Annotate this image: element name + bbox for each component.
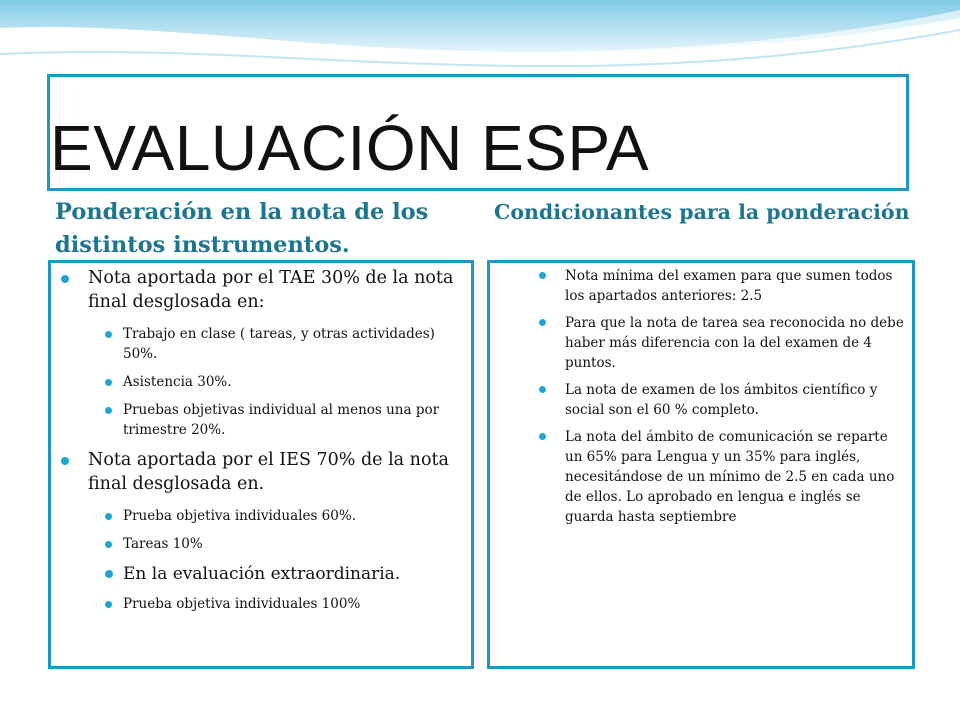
list-item bbox=[123, 506, 473, 526]
list-item bbox=[88, 448, 473, 496]
list-item-text: Nota aportada por el IES 70% de la nota final desglosada en. bbox=[88, 450, 449, 494]
bullet-icon bbox=[539, 433, 546, 440]
bullet-icon bbox=[105, 407, 112, 414]
bullet-icon bbox=[105, 570, 113, 578]
list-item bbox=[123, 534, 473, 554]
list-item bbox=[123, 562, 473, 586]
list-item bbox=[123, 372, 473, 392]
list-item bbox=[565, 313, 905, 373]
list-item-text: Trabajo en clase ( tareas, y otras actividades) 50%. bbox=[123, 326, 435, 362]
right-column-heading: Condicionantes para la ponderación bbox=[494, 200, 910, 224]
list-item-text: Nota aportada por el TAE 30% de la nota final desglosada en: bbox=[88, 268, 454, 312]
left-bullet-list bbox=[88, 266, 473, 622]
list-item bbox=[565, 427, 905, 527]
list-item-text: Pruebas objetivas individual al menos una por trimestre 20%. bbox=[123, 402, 440, 438]
list-item bbox=[123, 594, 473, 614]
list-item-text: Nota mínima del examen para que sumen todos los apartados anteriores: 2.5 bbox=[565, 268, 893, 304]
list-item-text: La nota de examen de los ámbitos científico y social son el 60 % completo. bbox=[565, 382, 878, 418]
bullet-icon bbox=[105, 541, 112, 548]
bullet-icon bbox=[539, 272, 546, 279]
bullet-icon bbox=[105, 513, 112, 520]
right-bullet-list bbox=[565, 266, 905, 534]
list-item-text: Prueba objetiva individuales 60%. bbox=[123, 508, 356, 524]
bullet-icon bbox=[105, 331, 112, 338]
left-column-heading: Ponderación en la nota de los distintos instrumentos. bbox=[55, 199, 429, 258]
bullet-icon bbox=[61, 275, 69, 283]
list-item-text: Asistencia 30%. bbox=[123, 374, 232, 390]
bullet-icon bbox=[61, 457, 69, 465]
list-item-text: Prueba objetiva individuales 100% bbox=[123, 596, 361, 612]
slide-title: EVALUACIÓN ESPA bbox=[50, 112, 650, 184]
list-item bbox=[565, 380, 905, 420]
list-item bbox=[88, 266, 473, 314]
header-wave-decoration bbox=[0, 0, 960, 70]
list-item bbox=[123, 400, 473, 440]
list-item-text: En la evaluación extraordinaria. bbox=[123, 564, 401, 584]
bullet-icon bbox=[105, 379, 112, 386]
list-item-text: La nota del ámbito de comunicación se reparte un 65% para Lengua y un 35% para inglés, necesitándose de un mínimo de 2.5 en cada uno de ellos. Lo aprobado en lengua e inglés se guarda hasta septiembre bbox=[565, 429, 895, 525]
list-item-text: Para que la nota de tarea sea reconocida no debe haber más diferencia con la del examen de 4 puntos. bbox=[565, 315, 904, 371]
list-item-text: Tareas 10% bbox=[123, 536, 203, 552]
list-item bbox=[565, 266, 905, 306]
bullet-icon bbox=[539, 386, 546, 393]
bullet-icon bbox=[539, 319, 546, 326]
bullet-icon bbox=[105, 601, 112, 608]
list-item bbox=[123, 324, 473, 364]
